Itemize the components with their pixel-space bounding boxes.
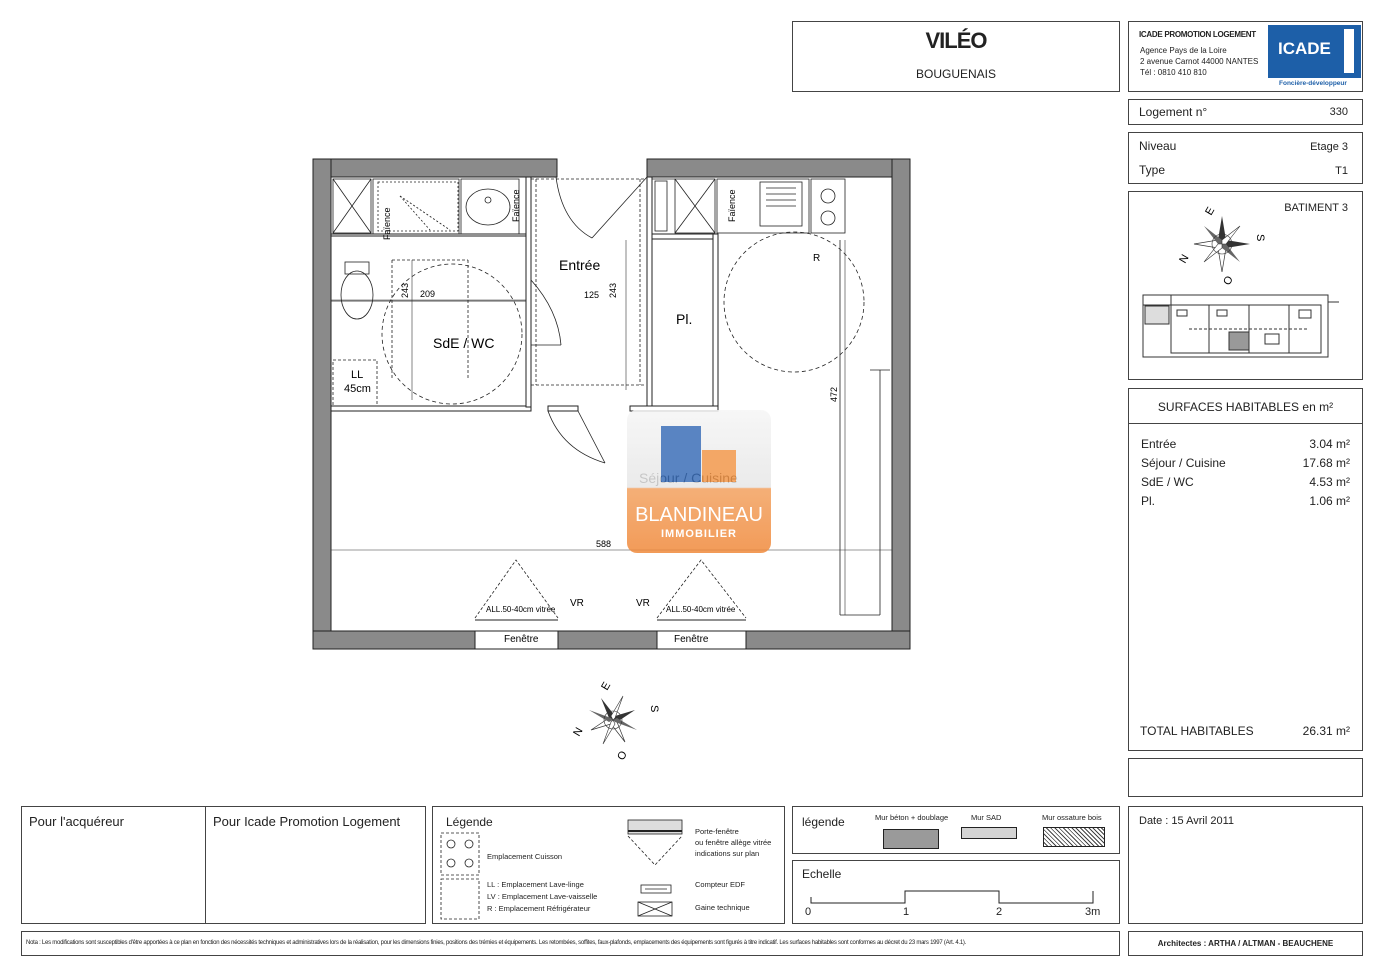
- scale-box: [792, 860, 1120, 924]
- dim-243a: 243: [400, 282, 410, 298]
- building-icon: [661, 426, 701, 482]
- scale-1: 1: [903, 906, 910, 918]
- compass-s: S: [648, 705, 660, 713]
- legend-lv: LV : Emplacement Lave-vaisselle: [487, 892, 598, 901]
- project-city: BOUGUENAIS: [915, 67, 996, 81]
- scale-2: 2: [996, 906, 1003, 918]
- surface-row: [1141, 475, 1350, 494]
- note-box: [21, 931, 1120, 956]
- room-entree: Entrée: [559, 257, 601, 273]
- legend-ll: LL : Emplacement Lave-linge: [487, 880, 584, 889]
- niveau-label: Niveau: [1139, 139, 1177, 153]
- surface-row: [1141, 437, 1350, 456]
- icade-sign-label: Pour Icade Promotion Logement: [213, 814, 401, 829]
- surface-row: [1141, 456, 1350, 475]
- dim-472: 472: [829, 386, 839, 402]
- company-box: [1128, 21, 1363, 92]
- compass-e: E: [599, 680, 614, 693]
- surface-row-label: SdE / WC: [1141, 475, 1194, 489]
- icade-logo: [1268, 25, 1361, 78]
- surface-row-value: 4.53 m²: [1309, 475, 1350, 489]
- vr-label-2: VR: [636, 598, 650, 609]
- window-label-2: Fenêtre: [674, 634, 709, 645]
- mur-beton-label: Mur béton + doublage: [875, 813, 949, 822]
- total-label: TOTAL HABITABLES: [1140, 724, 1254, 738]
- outer-walls: [313, 159, 910, 649]
- compass-small-s: S: [1254, 234, 1266, 242]
- dim-209: 209: [420, 289, 436, 299]
- compass-small-n: N: [1177, 252, 1192, 266]
- building-key-plan: [1129, 192, 1362, 379]
- faience-label-1: Faïence: [382, 207, 392, 240]
- surfaces-title: SURFACES HABITABLES en m²: [1157, 400, 1334, 414]
- dim-243b: 243: [608, 282, 618, 298]
- surface-row-value: 1.06 m²: [1309, 494, 1350, 508]
- window-label-1: Fenêtre: [504, 634, 539, 645]
- legend-cuisson: Emplacement Cuisson: [487, 852, 563, 861]
- logement-value: 330: [1329, 106, 1348, 118]
- room-ll: LL: [351, 369, 364, 381]
- surface-row-label: Entrée: [1141, 437, 1177, 451]
- company-agency: Agence Pays de la Loire: [1140, 46, 1227, 55]
- type-label: Type: [1139, 163, 1166, 177]
- scale-bar: [793, 861, 1121, 925]
- faience-label-3: Faïence: [727, 189, 737, 222]
- surface-row-label: Pl.: [1141, 494, 1156, 508]
- project-name: VILÉO: [925, 28, 987, 53]
- compass-o: O: [615, 749, 630, 763]
- watermark-line2: IMMOBILIER: [661, 528, 737, 540]
- scale-3: 3m: [1085, 906, 1101, 918]
- dim-588: 588: [596, 539, 612, 549]
- compass-small-e: E: [1203, 205, 1218, 218]
- date-label: Date : 15 Avril 2011: [1139, 815, 1234, 827]
- legend-pf3: indications sur plan: [695, 849, 760, 858]
- acquereur-box: [21, 806, 426, 924]
- date-box: [1128, 806, 1363, 924]
- compass-icon: [555, 675, 675, 775]
- mur-ossature-label: Mur ossature bois: [1042, 813, 1102, 822]
- project-title-box: [792, 21, 1120, 92]
- architectes-box: [1128, 931, 1363, 956]
- company-name: ICADE PROMOTION LOGEMENT: [1139, 30, 1256, 39]
- icade-tagline: Foncière-développeur: [1279, 80, 1347, 87]
- echelle-label: Echelle: [802, 867, 842, 881]
- architectes-text: Architectes : ARTHA / ALTMAN - BEAUCHENE: [1157, 939, 1334, 948]
- legende-title: Légende: [446, 815, 493, 829]
- surface-row-value: 17.68 m²: [1302, 456, 1350, 470]
- note-text: Nota : Les modifications sont susceptibles d'être apportées à ce plan en fonction des nécessités techniques et administratives lors de la réalisation, pour les dimensions finies, positions des trémies et équipements. Les retombées, soffites, faux-plafonds, emplacements des équipements sont figurés à titre indicatif. Les surfaces habitables sont conformes au décret du 23 mars 1997 (Art. 4.1).: [26, 940, 967, 946]
- type-value: T1: [1335, 165, 1348, 177]
- dim-125: 125: [584, 290, 600, 300]
- company-phone: Tél : 0810 410 810: [1140, 68, 1207, 77]
- surfaces-table: [1141, 437, 1350, 513]
- surface-row-label: Séjour / Cuisine: [1141, 456, 1226, 470]
- faience-label-2: Faïence: [511, 189, 521, 222]
- company-address: 2 avenue Carnot 44000 NANTES: [1140, 57, 1259, 66]
- acquereur-label: Pour l'acquéreur: [29, 814, 124, 829]
- legend-edf: Compteur EDF: [695, 880, 746, 889]
- mur-sad-label: Mur SAD: [971, 813, 1002, 822]
- room-ll-size: 45cm: [344, 383, 371, 395]
- legend-gaine: Gaine technique: [695, 903, 750, 912]
- floor-plan: [300, 150, 920, 670]
- mur-beton-swatch: [883, 829, 939, 849]
- watermark-logo: [627, 410, 771, 553]
- wall-legend-box: [792, 806, 1120, 854]
- legende2-title: légende: [802, 815, 845, 829]
- niveau-type-box: [1128, 132, 1363, 184]
- icade-logo-text: ICADE: [1278, 39, 1331, 58]
- window-sill-2: ALL.50-40cm vitrée: [666, 605, 736, 614]
- scale-0: 0: [805, 906, 812, 918]
- surface-row-value: 3.04 m²: [1309, 437, 1350, 451]
- mur-ossature-swatch: [1043, 827, 1105, 847]
- vr-label-1: VR: [570, 598, 584, 609]
- compass-n: N: [571, 725, 586, 739]
- niveau-value: Etage 3: [1310, 141, 1348, 153]
- legende-box: [432, 806, 785, 924]
- legend-pf2: ou fenêtre allège vitrée: [695, 838, 772, 847]
- batiment-label: BATIMENT 3: [1284, 202, 1348, 214]
- room-sde: SdE / WC: [433, 335, 495, 351]
- legend-r: R : Emplacement Réfrigérateur: [487, 904, 591, 913]
- surfaces-box: [1128, 388, 1363, 751]
- room-pl: Pl.: [676, 311, 693, 327]
- total-value: 26.31 m²: [1302, 724, 1350, 738]
- compass-small-o: O: [1221, 274, 1236, 288]
- window-sill-1: ALL.50-40cm vitrée: [486, 605, 556, 614]
- logement-box: [1128, 99, 1363, 125]
- mur-sad-swatch: [961, 827, 1017, 839]
- fridge-label: R: [813, 253, 821, 264]
- empty-box: [1128, 758, 1363, 797]
- surface-row: [1141, 494, 1350, 513]
- watermark-line1: BLANDINEAU: [635, 504, 763, 526]
- compass-small-icon: [1194, 216, 1250, 272]
- legend-pf1: Porte-fenêtre: [695, 827, 739, 836]
- logement-label: Logement n°: [1139, 105, 1208, 119]
- batiment-box: [1128, 191, 1363, 380]
